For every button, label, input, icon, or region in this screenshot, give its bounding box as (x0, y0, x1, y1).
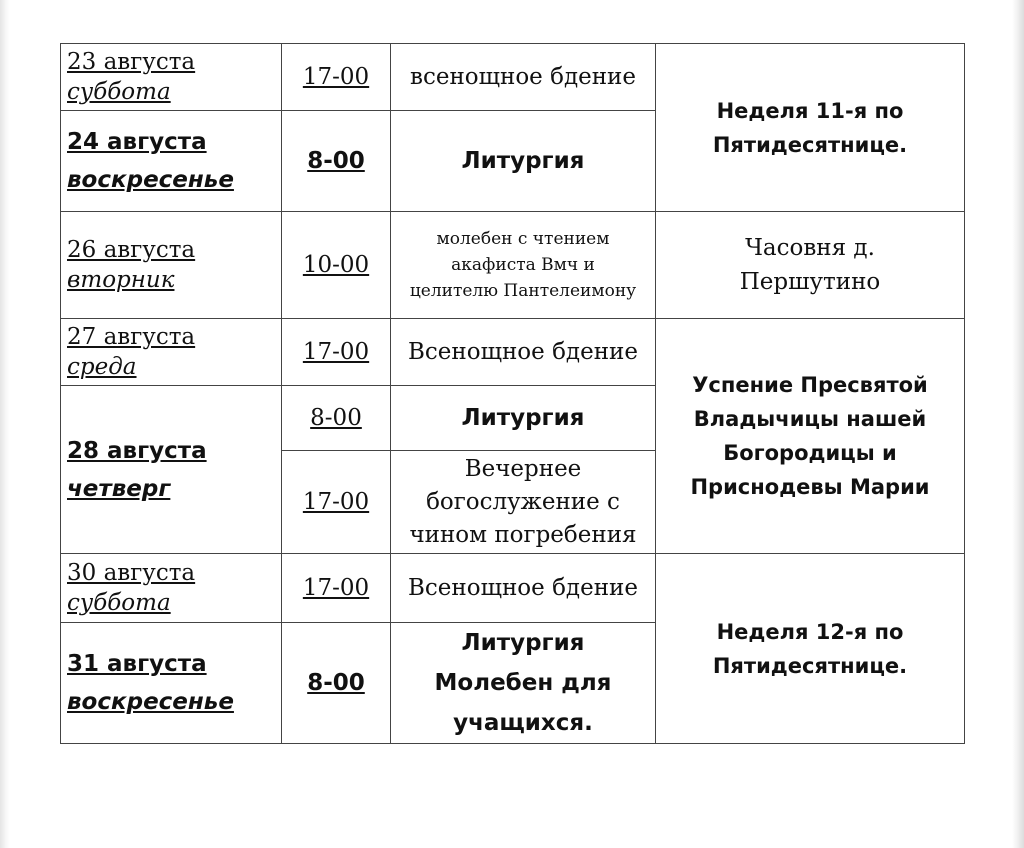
service-cell (391, 111, 656, 212)
table-row (61, 212, 965, 319)
date-cell (61, 44, 282, 111)
time-text: 17-00 (302, 489, 370, 515)
weekday-text: суббота (67, 590, 171, 616)
date-cell (61, 111, 282, 212)
time-cell (282, 44, 391, 111)
weekday-text: суббота (67, 79, 171, 105)
service-text: Литургия (461, 148, 585, 174)
time-cell (282, 111, 391, 212)
service-text: Всенощное бдение (408, 575, 638, 601)
date-text: 30 августа (67, 560, 196, 586)
time-text: 17-00 (302, 339, 370, 365)
service-line: богослужение с (426, 488, 620, 515)
date-text: 27 августа (67, 324, 196, 350)
date-text: 26 августа (67, 237, 196, 263)
weekday-text: вторник (67, 267, 175, 293)
feast-line: Пятидесятнице. (712, 653, 908, 678)
feast-cell (656, 319, 965, 554)
weekday-text: воскресенье (67, 167, 234, 193)
service-line: Вечернее (464, 455, 582, 482)
service-line: Молебен для (434, 670, 612, 696)
service-cell (391, 451, 656, 554)
feast-line: Владычицы нашей (693, 407, 927, 431)
table-row (61, 319, 965, 386)
feast-line: Пятидесятнице. (712, 132, 908, 157)
weekday-text: четверг (67, 475, 171, 502)
service-schedule-table (60, 43, 965, 744)
service-line: Литургия (461, 630, 585, 656)
date-cell (61, 554, 282, 623)
date-text: 31 августа (67, 651, 207, 677)
service-cell (391, 623, 656, 744)
feast-cell (656, 554, 965, 744)
date-cell (61, 319, 282, 386)
date-text: 23 августа (67, 49, 196, 75)
feast-line: Успение Пресвятой (692, 373, 928, 397)
service-text: Всенощное бдение (408, 339, 638, 365)
time-cell (282, 554, 391, 623)
service-line: целителю Пантелеимону (409, 281, 637, 301)
service-cell (391, 386, 656, 451)
service-line: молебен с чтением (436, 229, 610, 249)
page-shadow-left (0, 0, 10, 848)
time-text: 17-00 (302, 575, 370, 601)
service-line: чином погребения (409, 521, 637, 548)
feast-line: Неделя 11-я по (716, 98, 904, 123)
time-cell (282, 623, 391, 744)
feast-line: Неделя 12-я по (716, 619, 904, 644)
date-text: 28 августа (67, 437, 207, 464)
service-line: акафиста Вмч и (451, 255, 595, 275)
page-shadow-right (1012, 0, 1024, 848)
table-row (61, 44, 965, 111)
feast-line: Приснодевы Марии (690, 475, 930, 499)
service-text: всенощное бдение (410, 64, 636, 90)
time-text: 8-00 (307, 670, 365, 696)
service-cell (391, 212, 656, 319)
time-cell (282, 319, 391, 386)
service-text: Литургия (461, 405, 585, 431)
date-cell (61, 623, 282, 744)
service-cell (391, 44, 656, 111)
feast-cell (656, 44, 965, 212)
date-text: 24 августа (67, 129, 207, 155)
service-cell (391, 319, 656, 386)
weekday-text: среда (67, 354, 137, 380)
time-text: 8-00 (310, 405, 362, 431)
time-text: 17-00 (302, 64, 370, 90)
time-text: 10-00 (302, 252, 370, 278)
time-cell (282, 386, 391, 451)
feast-cell (656, 212, 965, 319)
time-cell (282, 212, 391, 319)
feast-line: Богородицы и (723, 441, 897, 465)
feast-line: Часовня д. (745, 235, 875, 261)
date-cell (61, 386, 282, 554)
service-line: учащихся. (453, 710, 593, 736)
feast-line: Першутино (739, 269, 881, 295)
table-row (61, 554, 965, 623)
weekday-text: воскресенье (67, 689, 234, 715)
time-text: 8-00 (307, 148, 365, 174)
time-cell (282, 451, 391, 554)
service-cell (391, 554, 656, 623)
date-cell (61, 212, 282, 319)
